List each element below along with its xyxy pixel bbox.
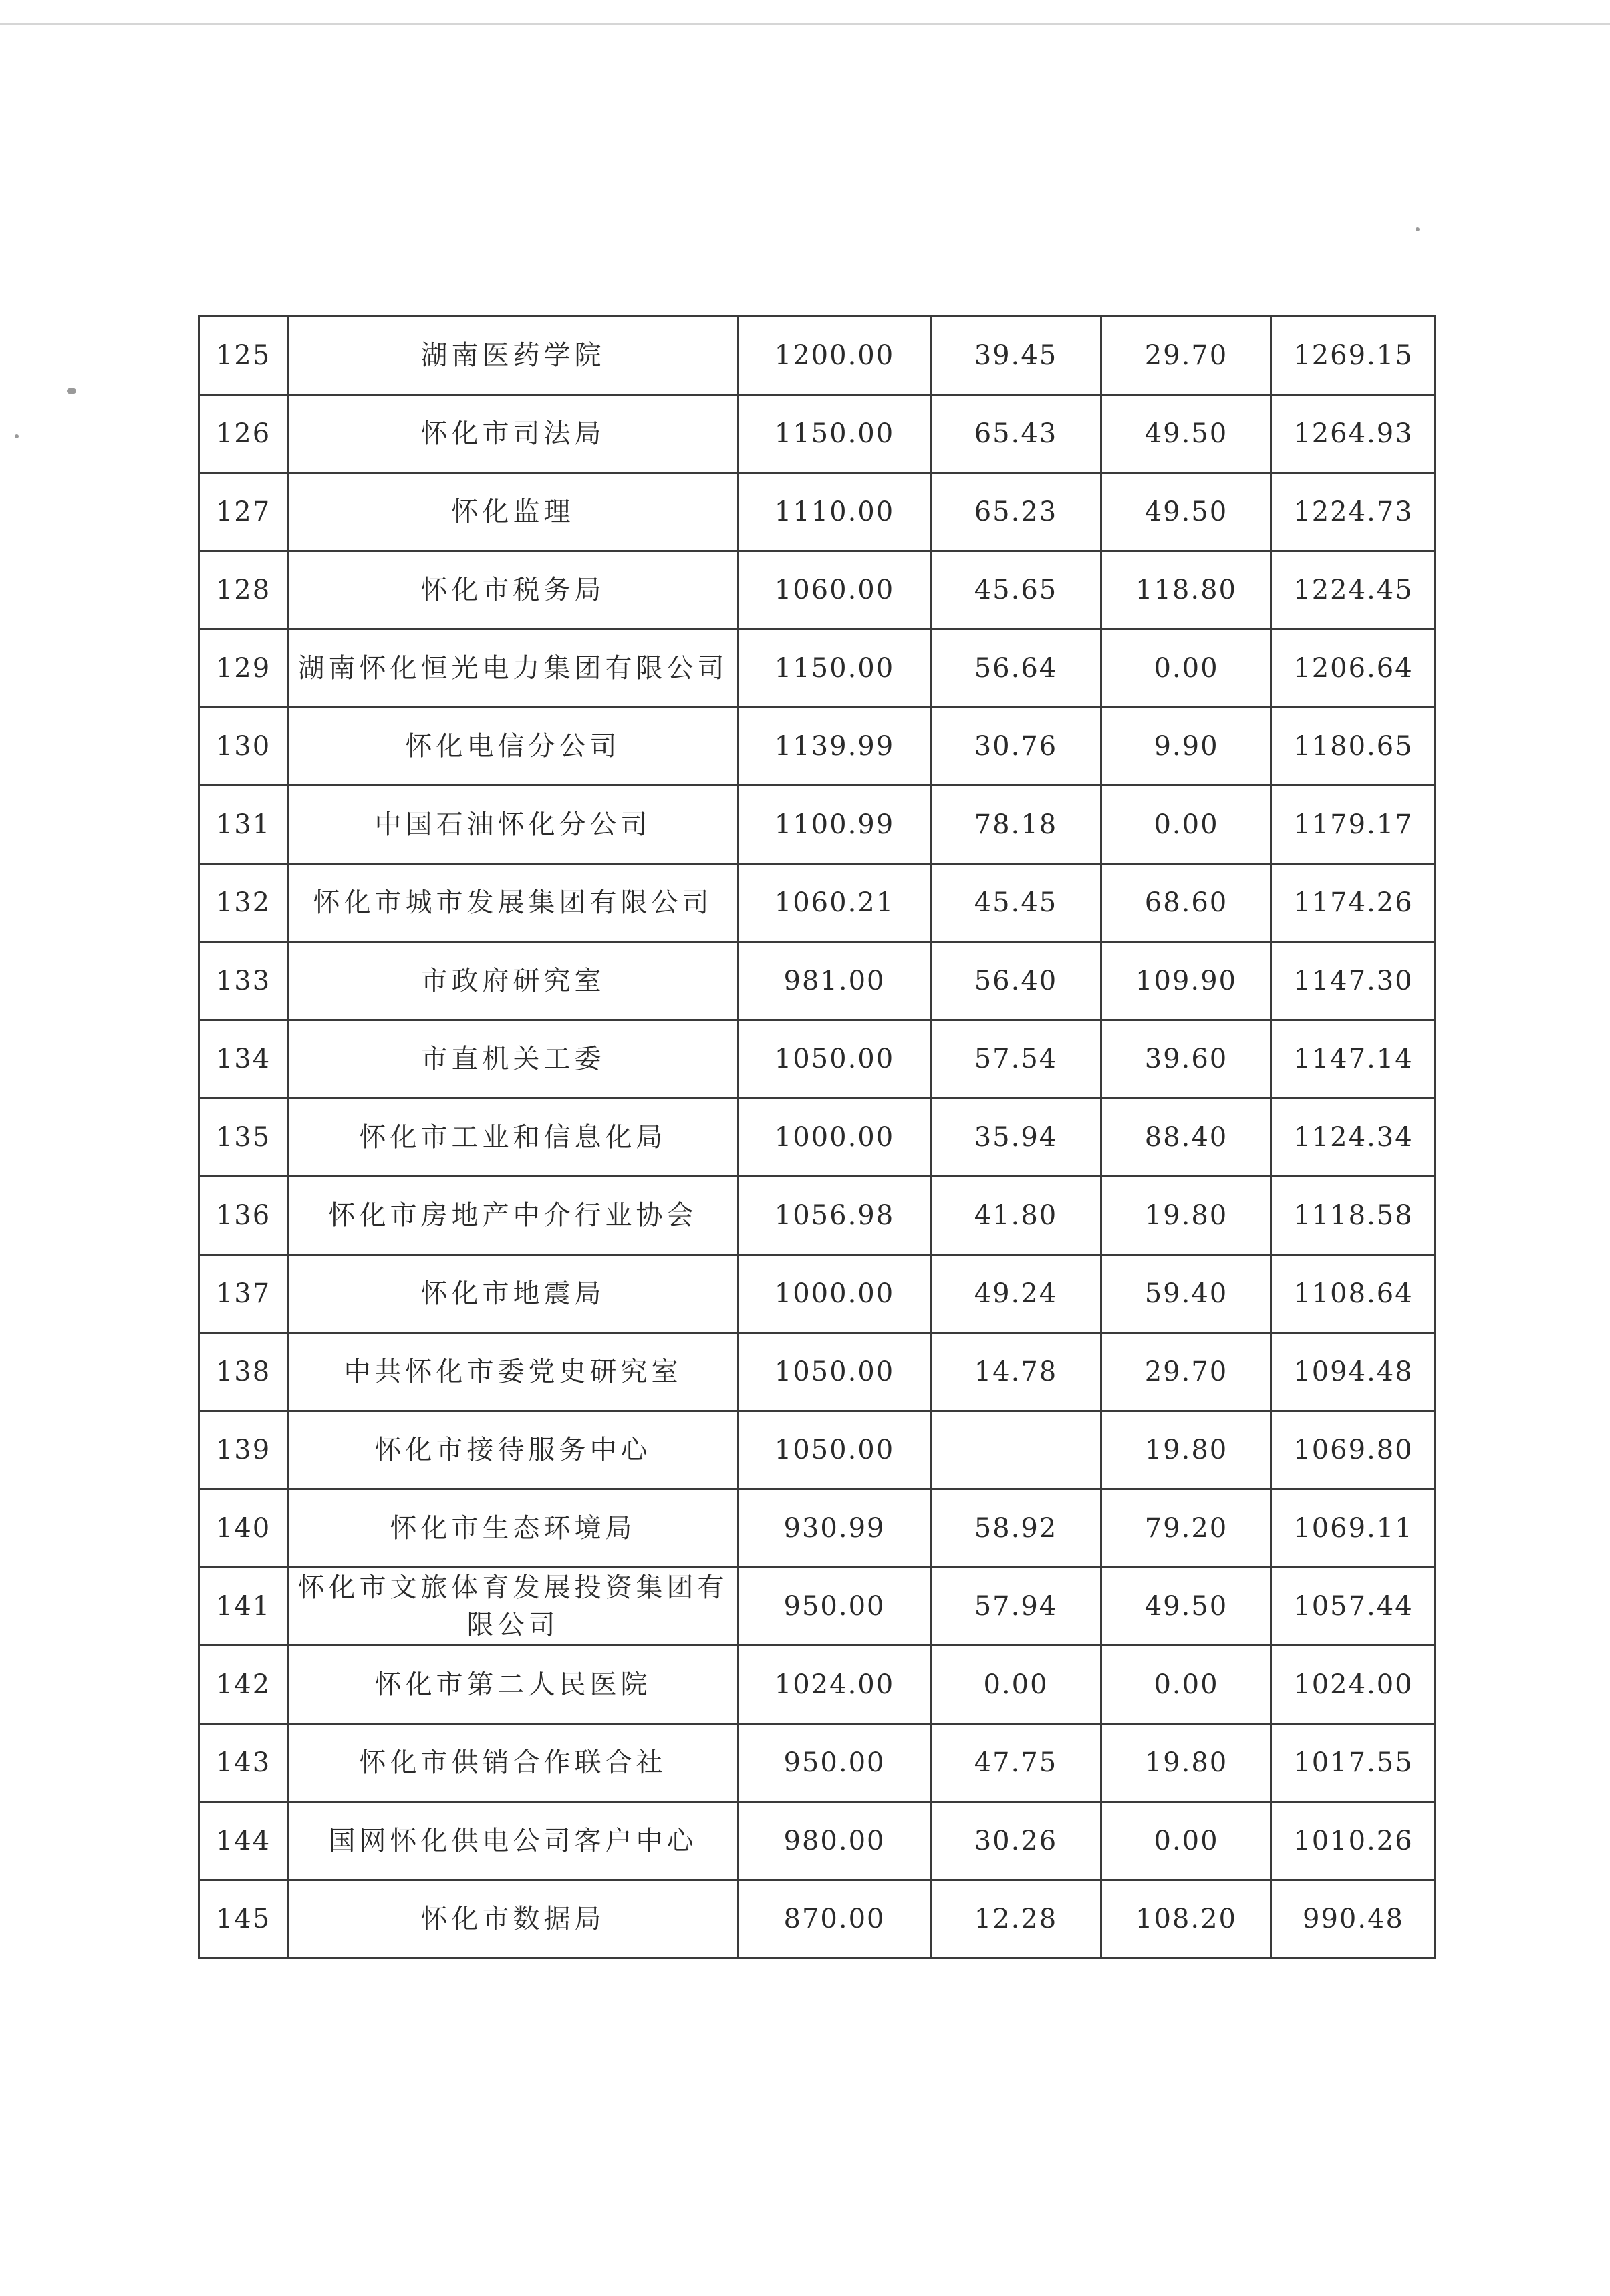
row-number: 142 bbox=[199, 1646, 288, 1724]
score-column-2: 56.40 bbox=[931, 942, 1101, 1020]
organization-name: 怀化市工业和信息化局 bbox=[288, 1099, 739, 1177]
organization-name: 怀化市地震局 bbox=[288, 1255, 739, 1333]
organization-name: 怀化市数据局 bbox=[288, 1880, 739, 1959]
score-column-2: 30.76 bbox=[931, 708, 1101, 786]
score-column-1: 1100.99 bbox=[739, 786, 931, 864]
organization-name: 怀化市税务局 bbox=[288, 551, 739, 629]
organization-name: 怀化市司法局 bbox=[288, 395, 739, 473]
score-column-2: 78.18 bbox=[931, 786, 1101, 864]
row-number: 144 bbox=[199, 1802, 288, 1880]
score-column-3: 9.90 bbox=[1101, 708, 1272, 786]
table-row bbox=[199, 395, 1436, 473]
table-row bbox=[199, 1255, 1436, 1333]
total-score: 1147.30 bbox=[1272, 942, 1436, 1020]
total-score: 1108.64 bbox=[1272, 1255, 1436, 1333]
row-number: 139 bbox=[199, 1411, 288, 1489]
organization-name: 怀化市生态环境局 bbox=[288, 1489, 739, 1568]
score-column-3: 29.70 bbox=[1101, 1333, 1272, 1411]
organization-name: 怀化市接待服务中心 bbox=[288, 1411, 739, 1489]
score-column-3: 49.50 bbox=[1101, 473, 1272, 551]
score-column-1: 1050.00 bbox=[739, 1020, 931, 1099]
score-column-3: 118.80 bbox=[1101, 551, 1272, 629]
row-number: 132 bbox=[199, 864, 288, 942]
total-score: 1264.93 bbox=[1272, 395, 1436, 473]
row-number: 143 bbox=[199, 1724, 288, 1802]
row-number: 141 bbox=[199, 1568, 288, 1646]
score-column-2: 45.45 bbox=[931, 864, 1101, 942]
score-column-1: 870.00 bbox=[739, 1880, 931, 1959]
scan-edge-line bbox=[0, 23, 1610, 25]
table-row bbox=[199, 708, 1436, 786]
total-score: 1024.00 bbox=[1272, 1646, 1436, 1724]
organization-name: 湖南怀化恒光电力集团有限公司 bbox=[288, 629, 739, 708]
table-row bbox=[199, 1333, 1436, 1411]
scan-speck bbox=[1416, 227, 1420, 231]
score-column-3: 19.80 bbox=[1101, 1724, 1272, 1802]
score-column-3: 39.60 bbox=[1101, 1020, 1272, 1099]
score-column-1: 950.00 bbox=[739, 1724, 931, 1802]
organization-name: 市政府研究室 bbox=[288, 942, 739, 1020]
row-number: 130 bbox=[199, 708, 288, 786]
score-column-1: 930.99 bbox=[739, 1489, 931, 1568]
organization-name: 怀化市城市发展集团有限公司 bbox=[288, 864, 739, 942]
organization-name: 怀化监理 bbox=[288, 473, 739, 551]
table-row bbox=[199, 1099, 1436, 1177]
table-row bbox=[199, 1411, 1436, 1489]
score-column-1: 1000.00 bbox=[739, 1255, 931, 1333]
score-table bbox=[198, 315, 1436, 1959]
table-row bbox=[199, 1489, 1436, 1568]
row-number: 136 bbox=[199, 1177, 288, 1255]
total-score: 1224.73 bbox=[1272, 473, 1436, 551]
score-column-2: 57.54 bbox=[931, 1020, 1101, 1099]
score-column-1: 1139.99 bbox=[739, 708, 931, 786]
score-column-3: 109.90 bbox=[1101, 942, 1272, 1020]
total-score: 1180.65 bbox=[1272, 708, 1436, 786]
score-column-2: 12.28 bbox=[931, 1880, 1101, 1959]
score-column-2: 56.64 bbox=[931, 629, 1101, 708]
score-column-3: 19.80 bbox=[1101, 1177, 1272, 1255]
score-column-2: 58.92 bbox=[931, 1489, 1101, 1568]
total-score: 1069.11 bbox=[1272, 1489, 1436, 1568]
score-column-3: 108.20 bbox=[1101, 1880, 1272, 1959]
score-column-1: 1056.98 bbox=[739, 1177, 931, 1255]
organization-name: 中共怀化市委党史研究室 bbox=[288, 1333, 739, 1411]
table-row bbox=[199, 1020, 1436, 1099]
score-column-1: 1200.00 bbox=[739, 317, 931, 395]
table-row bbox=[199, 786, 1436, 864]
score-column-2: 0.00 bbox=[931, 1646, 1101, 1724]
organization-name: 怀化电信分公司 bbox=[288, 708, 739, 786]
row-number: 138 bbox=[199, 1333, 288, 1411]
row-number: 131 bbox=[199, 786, 288, 864]
score-column-2: 65.43 bbox=[931, 395, 1101, 473]
row-number: 135 bbox=[199, 1099, 288, 1177]
score-column-2: 35.94 bbox=[931, 1099, 1101, 1177]
score-column-1: 1150.00 bbox=[739, 395, 931, 473]
total-score: 990.48 bbox=[1272, 1880, 1436, 1959]
total-score: 1094.48 bbox=[1272, 1333, 1436, 1411]
score-column-3: 49.50 bbox=[1101, 1568, 1272, 1646]
organization-name: 怀化市供销合作联合社 bbox=[288, 1724, 739, 1802]
score-column-1: 1000.00 bbox=[739, 1099, 931, 1177]
total-score: 1124.34 bbox=[1272, 1099, 1436, 1177]
table-row bbox=[199, 551, 1436, 629]
organization-name: 湖南医药学院 bbox=[288, 317, 739, 395]
score-column-3: 0.00 bbox=[1101, 786, 1272, 864]
score-column-1: 1150.00 bbox=[739, 629, 931, 708]
scan-speck bbox=[15, 434, 19, 438]
score-column-2: 57.94 bbox=[931, 1568, 1101, 1646]
score-column-3: 59.40 bbox=[1101, 1255, 1272, 1333]
table-row bbox=[199, 473, 1436, 551]
score-column-3: 0.00 bbox=[1101, 1802, 1272, 1880]
total-score: 1147.14 bbox=[1272, 1020, 1436, 1099]
row-number: 127 bbox=[199, 473, 288, 551]
row-number: 126 bbox=[199, 395, 288, 473]
total-score: 1017.55 bbox=[1272, 1724, 1436, 1802]
score-column-1: 980.00 bbox=[739, 1802, 931, 1880]
total-score: 1269.15 bbox=[1272, 317, 1436, 395]
total-score: 1224.45 bbox=[1272, 551, 1436, 629]
score-column-1: 950.00 bbox=[739, 1568, 931, 1646]
total-score: 1069.80 bbox=[1272, 1411, 1436, 1489]
score-column-2: 14.78 bbox=[931, 1333, 1101, 1411]
score-column-3: 0.00 bbox=[1101, 1646, 1272, 1724]
table-row bbox=[199, 1568, 1436, 1646]
score-column-2: 41.80 bbox=[931, 1177, 1101, 1255]
score-column-2: 47.75 bbox=[931, 1724, 1101, 1802]
table-row bbox=[199, 317, 1436, 395]
organization-name: 怀化市文旅体育发展投资集团有限公司 bbox=[288, 1568, 739, 1646]
row-number: 140 bbox=[199, 1489, 288, 1568]
score-column-3: 88.40 bbox=[1101, 1099, 1272, 1177]
table-row bbox=[199, 629, 1436, 708]
score-column-3: 0.00 bbox=[1101, 629, 1272, 708]
score-column-3: 29.70 bbox=[1101, 317, 1272, 395]
organization-name: 市直机关工委 bbox=[288, 1020, 739, 1099]
score-column-2: 45.65 bbox=[931, 551, 1101, 629]
total-score: 1118.58 bbox=[1272, 1177, 1436, 1255]
row-number: 129 bbox=[199, 629, 288, 708]
total-score: 1179.17 bbox=[1272, 786, 1436, 864]
score-column-2: 39.45 bbox=[931, 317, 1101, 395]
score-table-container bbox=[198, 315, 1434, 1959]
table-row bbox=[199, 1646, 1436, 1724]
score-column-1: 1024.00 bbox=[739, 1646, 931, 1724]
row-number: 125 bbox=[199, 317, 288, 395]
score-column-1: 1050.00 bbox=[739, 1333, 931, 1411]
score-column-1: 981.00 bbox=[739, 942, 931, 1020]
score-column-1: 1110.00 bbox=[739, 473, 931, 551]
row-number: 145 bbox=[199, 1880, 288, 1959]
row-number: 128 bbox=[199, 551, 288, 629]
score-column-1: 1050.00 bbox=[739, 1411, 931, 1489]
score-column-2 bbox=[931, 1411, 1101, 1489]
score-column-3: 49.50 bbox=[1101, 395, 1272, 473]
score-column-3: 68.60 bbox=[1101, 864, 1272, 942]
score-column-1: 1060.00 bbox=[739, 551, 931, 629]
row-number: 137 bbox=[199, 1255, 288, 1333]
organization-name: 怀化市房地产中介行业协会 bbox=[288, 1177, 739, 1255]
table-row bbox=[199, 1802, 1436, 1880]
total-score: 1174.26 bbox=[1272, 864, 1436, 942]
score-table-body bbox=[199, 317, 1436, 1959]
organization-name: 怀化市第二人民医院 bbox=[288, 1646, 739, 1724]
organization-name: 国网怀化供电公司客户中心 bbox=[288, 1802, 739, 1880]
score-column-3: 79.20 bbox=[1101, 1489, 1272, 1568]
score-column-1: 1060.21 bbox=[739, 864, 931, 942]
table-row bbox=[199, 1177, 1436, 1255]
total-score: 1206.64 bbox=[1272, 629, 1436, 708]
table-row bbox=[199, 1880, 1436, 1959]
table-row bbox=[199, 864, 1436, 942]
row-number: 133 bbox=[199, 942, 288, 1020]
score-column-2: 65.23 bbox=[931, 473, 1101, 551]
table-row bbox=[199, 942, 1436, 1020]
score-column-2: 30.26 bbox=[931, 1802, 1101, 1880]
total-score: 1010.26 bbox=[1272, 1802, 1436, 1880]
score-column-3: 19.80 bbox=[1101, 1411, 1272, 1489]
row-number: 134 bbox=[199, 1020, 288, 1099]
organization-name: 中国石油怀化分公司 bbox=[288, 786, 739, 864]
total-score: 1057.44 bbox=[1272, 1568, 1436, 1646]
scan-speck bbox=[67, 388, 76, 394]
table-row bbox=[199, 1724, 1436, 1802]
score-column-2: 49.24 bbox=[931, 1255, 1101, 1333]
